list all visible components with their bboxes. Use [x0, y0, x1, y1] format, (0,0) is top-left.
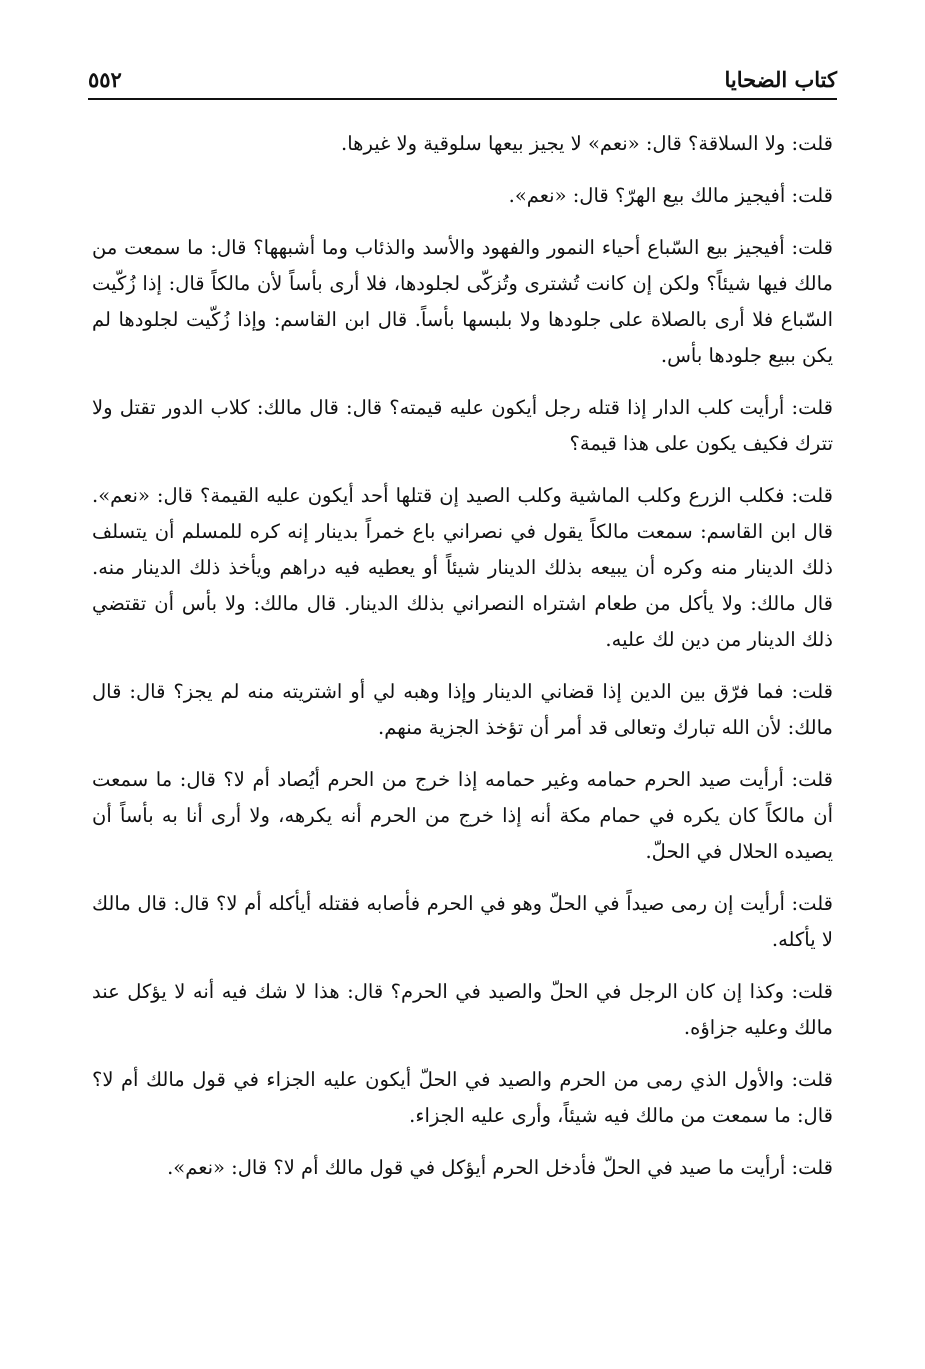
text-body [92, 126, 833, 1202]
paragraph: قلت: فما فرّق بين الدين إذا قضاني الدينار وإذا وهبه لي أو اشتريته منه لم يجز؟ قال: قال مالك: لأن الله تبارك وتعالى قد أمر أن تؤخذ الجزية منهم. [92, 680, 833, 739]
paragraph: قلت: أرأيت كلب الدار إذا قتله رجل أيكون عليه قيمته؟ قال: قال مالك: كلاب الدور تقتل ولا تترك فكيف يكون على هذا قيمة؟ [92, 396, 833, 455]
running-header [88, 62, 837, 100]
chapter-title: كتاب الضحايا [724, 67, 837, 92]
paragraph: قلت: فكلب الزرع وكلب الماشية وكلب الصيد إن قتلها أحد أيكون عليه القيمة؟ قال: «نعم». قال ابن القاسم: سمعت مالكاً يقول في نصراني باع خمراً بدينار إنه كره للمسلم أن يتسلف ذلك الدينار منه وكره أن يبيعه بذلك الدينار شيئاً أو يعطيه فيه دراهم ويأخذ ذلك الدينار منه. قال مالك: ولا يأكل من طعام اشتراه النصراني بذلك الدينار. قال مالك: ولا بأس أن تقتضي ذلك الدينار من دين لك عليه. [92, 484, 833, 651]
paragraph: قلت: أرأيت صيد الحرم حمامه وغير حمامه إذا خرج من الحرم أيُصاد أم لا؟ قال: ما سمعت أن مالكاً كان يكره في حمام مكة أنه إذا خرج من الحرم أنه يكرهه، ولا أرى أنا به بأساً أن يصيده الحلال في الحلّ. [92, 768, 833, 863]
paragraph: قلت: ولا السلاقة؟ قال: «نعم» لا يجيز بيعها سلوقية ولا غيرها. [341, 132, 833, 155]
paragraph: قلت: أرأيت إن رمى صيداً في الحلّ وهو في الحرم فأصابه فقتله أيأكله أم لا؟ قال: قال مالك لا يأكله. [92, 892, 833, 951]
paragraph: قلت: وكذا إن كان الرجل في الحلّ والصيد في الحرم؟ قال: هذا لا شك فيه أنه لا يؤكل عند مالك وعليه جزاؤه. [92, 980, 833, 1039]
paragraph: قلت: أفيجيز مالك بيع الهرّ؟ قال: «نعم». [508, 184, 833, 207]
paragraph: قلت: والأول الذي رمى من الحرم والصيد في الحلّ أيكون عليه الجزاء في قول مالك أم لا؟ قال: ما سمعت من مالك فيه شيئاً، وأرى عليه الجزاء. [92, 1068, 833, 1127]
paragraph: قلت: أفيجيز بيع السّباع أحياء النمور والفهود والأسد والذئاب وما أشبهها؟ قال: ما سمعت من مالك فيها شيئاً؟ ولكن إن كانت تُشترى وتُزكّى لجلودها، فلا أرى بأساً لأن مالكاً قال: إذا زُكّيت السّباع فلا أرى بالصلاة على جلودها ولا بلبسها بأساً. قال ابن القاسم: وإذا زُكّيت لجلودها لم يكن ببيع جلودها بأس. [92, 236, 833, 367]
paragraph: قلت: أرأيت ما صيد في الحلّ فأدخل الحرم أيؤكل في قول مالك أم لا؟ قال: «نعم». [167, 1156, 833, 1179]
page-number: ٥٥٢ [88, 67, 122, 92]
